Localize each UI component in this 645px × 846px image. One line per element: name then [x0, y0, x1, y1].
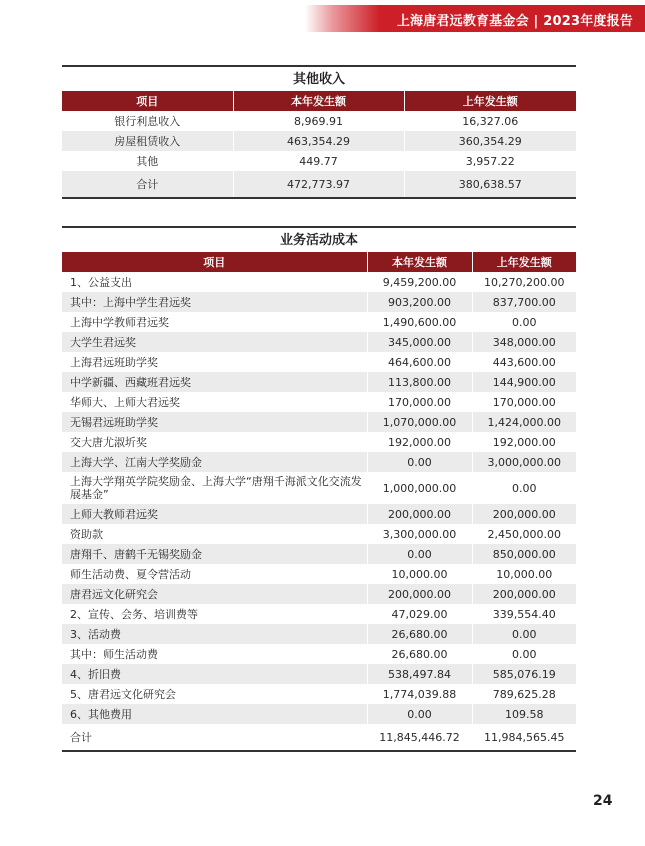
- current-year-cell: 11,845,446.72: [367, 724, 472, 750]
- column-header: 项目: [62, 252, 367, 272]
- prior-year-cell: 10,270,200.00: [484, 275, 565, 289]
- column-header: 上年发生额: [404, 91, 576, 111]
- current-year-cell: 8,969.91: [233, 111, 404, 131]
- item-cell: 1、公益支出: [62, 272, 367, 292]
- item-cell: 唐君远文化研究会: [62, 584, 367, 604]
- report-banner: [305, 5, 645, 32]
- prior-year-cell: 10,000.00: [496, 567, 553, 581]
- table-row: [62, 332, 576, 352]
- current-year-cell: 26,680.00: [367, 644, 472, 664]
- table-row: [62, 151, 576, 171]
- prior-year-cell: 380,638.57: [404, 171, 576, 197]
- page-number: 24: [593, 793, 613, 809]
- table-row: [62, 604, 576, 624]
- current-year-cell: 9,459,200.00: [367, 272, 472, 292]
- prior-year-cell: 1,424,000.00: [472, 412, 576, 432]
- table-row: [62, 544, 576, 564]
- item-cell: 唐翔千、唐鹤千无锡奖励金: [62, 544, 367, 564]
- banner-title: 上海唐君远教育基金会 | 2023年度报告: [396, 14, 633, 29]
- item-cell: 上海中学教师君远奖: [62, 312, 367, 332]
- prior-year-cell: 192,000.00: [492, 435, 556, 449]
- prior-year-cell: 360,354.29: [404, 131, 576, 151]
- item-cell: 上师大教师君远奖: [62, 504, 367, 524]
- total-row: [62, 171, 576, 197]
- current-year-cell: 463,354.29: [233, 131, 404, 151]
- prior-year-cell: 200,000.00: [472, 504, 576, 524]
- prior-year-cell: 2,450,000.00: [487, 527, 561, 541]
- item-cell: 合计: [62, 171, 233, 197]
- current-year-cell: 47,029.00: [367, 604, 472, 624]
- current-year-cell: 903,200.00: [367, 292, 472, 312]
- table-row: [62, 584, 576, 604]
- table-row: [62, 684, 576, 704]
- table-row: [62, 312, 576, 332]
- business-cost-title: 业务活动成本: [62, 226, 576, 252]
- table-row: [62, 352, 576, 372]
- current-year-cell: 0.00: [367, 704, 472, 724]
- current-year-cell: 0.00: [367, 544, 472, 564]
- item-cell: 其他: [62, 151, 233, 171]
- business-cost-table: [62, 252, 576, 750]
- item-cell: 交大唐尤淑圻奖: [62, 432, 367, 452]
- other-income-section: [62, 65, 576, 199]
- prior-year-cell: 3,957.22: [465, 154, 515, 168]
- current-year-cell: 200,000.00: [367, 584, 472, 604]
- item-cell: 银行利息收入: [62, 111, 233, 131]
- item-cell: 合计: [62, 724, 367, 750]
- prior-year-cell: 0.00: [472, 624, 576, 644]
- prior-year-cell: 348,000.00: [472, 332, 576, 352]
- item-cell: 3、活动费: [62, 624, 367, 644]
- prior-year-cell: 0.00: [512, 647, 537, 661]
- item-cell: 5、唐君远文化研究会: [62, 684, 367, 704]
- table-row: [62, 392, 576, 412]
- other-income-title: 其他收入: [62, 65, 576, 91]
- column-header: 项目: [62, 91, 233, 111]
- current-year-cell: 449.77: [233, 151, 404, 171]
- prior-year-cell: 170,000.00: [492, 395, 556, 409]
- prior-year-cell: 144,900.00: [472, 372, 576, 392]
- business-cost-section: [62, 226, 576, 752]
- table-row: [62, 292, 576, 312]
- table-row: [62, 272, 576, 292]
- table-row: [62, 111, 576, 131]
- current-year-cell: 1,070,000.00: [367, 412, 472, 432]
- table-row: [62, 452, 576, 472]
- item-cell: 上海君远班助学奖: [62, 352, 367, 372]
- table-header-row: [62, 91, 576, 111]
- prior-year-cell: 109.58: [472, 704, 576, 724]
- current-year-cell: 192,000.00: [367, 432, 472, 452]
- item-cell: 大学生君远奖: [62, 332, 367, 352]
- current-year-cell: 1,000,000.00: [367, 472, 472, 504]
- prior-year-cell: 339,554.40: [492, 607, 556, 621]
- prior-year-cell: 11,984,565.45: [484, 730, 565, 744]
- table-row: [62, 472, 576, 504]
- current-year-cell: 170,000.00: [367, 392, 472, 412]
- table-row: [62, 664, 576, 684]
- item-cell: 华师大、上师大君远奖: [62, 392, 367, 412]
- current-year-cell: 1,490,600.00: [367, 312, 472, 332]
- current-year-cell: 472,773.97: [233, 171, 404, 197]
- item-cell: 2、宣传、会务、培训费等: [62, 604, 367, 624]
- prior-year-cell: 443,600.00: [492, 355, 556, 369]
- item-cell: 其中：上海中学生君远奖: [62, 292, 367, 312]
- table-row: [62, 504, 576, 524]
- current-year-cell: 538,497.84: [367, 664, 472, 684]
- column-header: 本年发生额: [367, 252, 472, 272]
- column-header: 本年发生额: [233, 91, 404, 111]
- total-row: [62, 724, 576, 750]
- current-year-cell: 3,300,000.00: [367, 524, 472, 544]
- item-cell: 师生活动费、夏令营活动: [62, 564, 367, 584]
- table-row: [62, 704, 576, 724]
- current-year-cell: 26,680.00: [367, 624, 472, 644]
- prior-year-cell: 16,327.06: [462, 114, 519, 128]
- table-row: [62, 432, 576, 452]
- current-year-cell: 10,000.00: [367, 564, 472, 584]
- item-cell: 中学新疆、西藏班君远奖: [62, 372, 367, 392]
- current-year-cell: 113,800.00: [367, 372, 472, 392]
- item-cell: 上海大学、江南大学奖励金: [62, 452, 367, 472]
- current-year-cell: 0.00: [367, 452, 472, 472]
- table-row: [62, 372, 576, 392]
- table-header-row: [62, 252, 576, 272]
- current-year-cell: 464,600.00: [367, 352, 472, 372]
- prior-year-cell: 3,000,000.00: [472, 452, 576, 472]
- prior-year-cell: 0.00: [512, 315, 537, 329]
- item-cell: 上海大学翔英学院奖励金、上海大学“唐翔千海派文化交流发展基金”: [62, 472, 367, 504]
- table-row: [62, 524, 576, 544]
- table-row: [62, 412, 576, 432]
- item-cell: 资助款: [62, 524, 367, 544]
- other-income-table: [62, 91, 576, 197]
- item-cell: 房屋租赁收入: [62, 131, 233, 151]
- prior-year-cell: 837,700.00: [472, 292, 576, 312]
- prior-year-cell: 200,000.00: [472, 584, 576, 604]
- column-header: 上年发生额: [472, 252, 576, 272]
- current-year-cell: 200,000.00: [367, 504, 472, 524]
- table-row: [62, 624, 576, 644]
- table-row: [62, 564, 576, 584]
- table-row: [62, 131, 576, 151]
- item-cell: 4、折旧费: [62, 664, 367, 684]
- prior-year-cell: 585,076.19: [472, 664, 576, 684]
- item-cell: 6、其他费用: [62, 704, 367, 724]
- item-cell: 无锡君远班助学奖: [62, 412, 367, 432]
- current-year-cell: 1,774,039.88: [367, 684, 472, 704]
- prior-year-cell: 789,625.28: [492, 687, 556, 701]
- current-year-cell: 345,000.00: [367, 332, 472, 352]
- item-cell: 其中：师生活动费: [62, 644, 367, 664]
- prior-year-cell: 0.00: [512, 481, 537, 495]
- prior-year-cell: 850,000.00: [472, 544, 576, 564]
- table-row: [62, 644, 576, 664]
